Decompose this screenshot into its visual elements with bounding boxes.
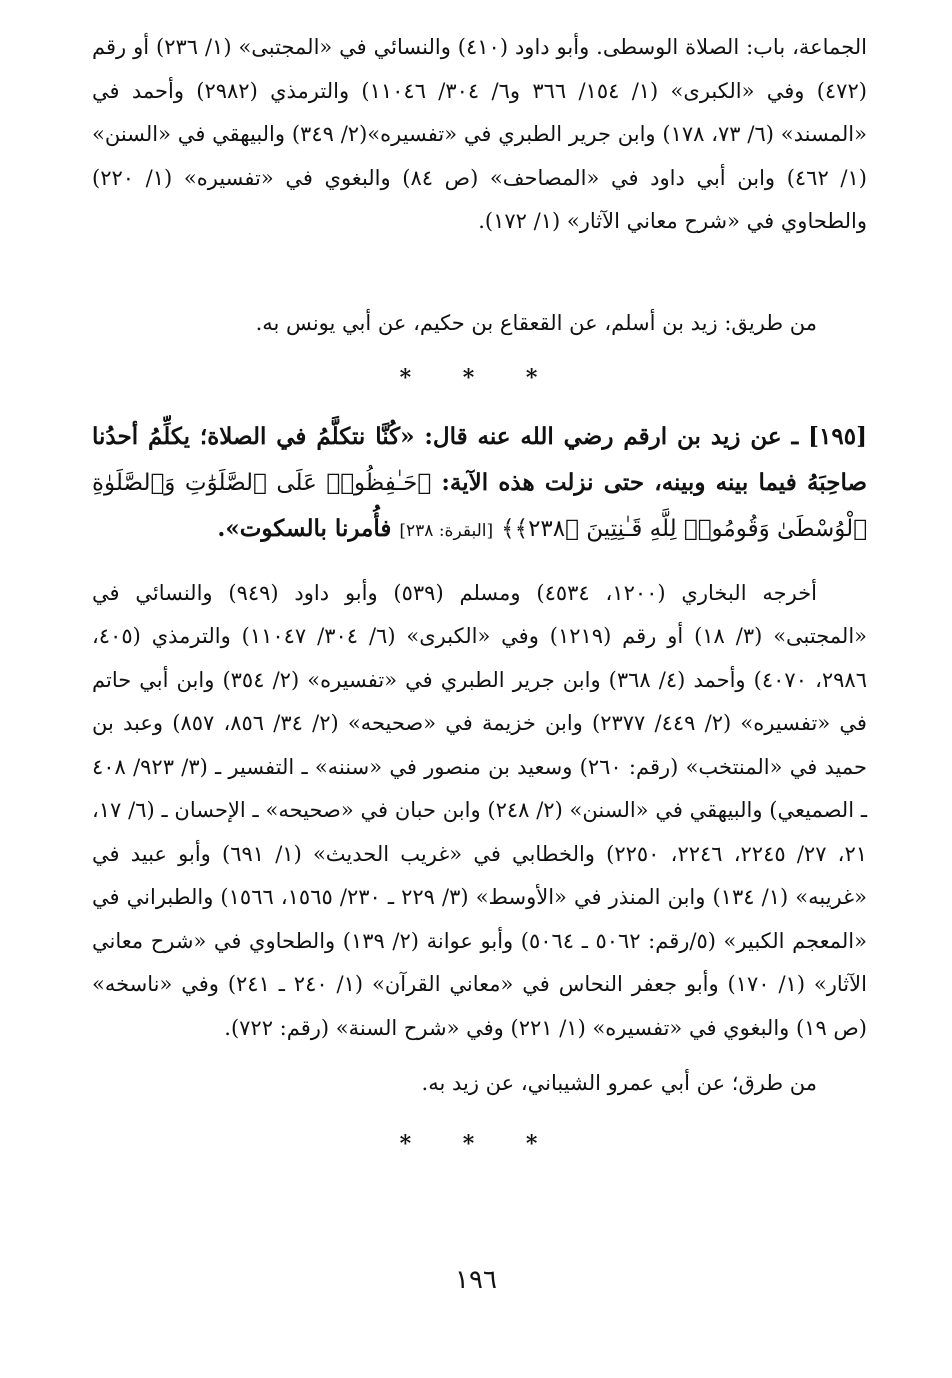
hadith-narration-end: فأُمرنا بالسكوت». xyxy=(217,514,392,542)
takhrij-continuation-paragraph: الجماعة، باب: الصلاة الوسطى. وأبو داود (٤١٠) والنسائي في «المجتبى» (١/ ٢٣٦) أو رقم (٤٧٢) وفي «الكبرى» (١/ ١٥٤/ ٣٦٦ و٦/ ٣٠٤/ ١١٠٤٦) والترمذي (٢٩٨٢) وأحمد في «المسند» (٦/ ٧٣، ١٧٨) وابن جرير الطبري في «تفسيره»(٢/ ٣٤٩) والبيهقي في «السنن» (١/ ٤٦٢) وابن أبي داود في «المصاحف» (ص ٨٤) والبغوي في «تفسيره» (١/ ٢٢٠) والطحاوي في «شرح معاني الآثار» (١/ ١٧٢). xyxy=(92,35,867,233)
isnad-route-1: من طريق: زيد بن أسلم، عن القعقاع بن حكيم، عن أبي يونس به. xyxy=(255,311,817,335)
verse-reference: [البقرة: ٢٣٨] xyxy=(399,520,494,541)
hadith-number: [١٩٥] xyxy=(808,422,867,450)
page-number: ١٩٦ xyxy=(455,1265,497,1295)
page-body xyxy=(92,26,867,1164)
section-separator-2: * * * xyxy=(399,1130,560,1157)
quran-verse: ﴿حَـٰفِظُوا۟ عَلَى ٱلصَّلَوَٰتِ وَٱلصَّلَوٰةِ ٱلْوُسْطَىٰ وَقُومُوا۟ لِلَّهِ قَـٰنِتِينَ ﴿٢٣٨﴾﴾ xyxy=(92,469,867,542)
hadith-195 xyxy=(92,414,867,554)
section-separator-1: * * * xyxy=(399,364,560,391)
hadith-narration-intro: ـ عن زيد بن ارقم رضي الله عنه قال: «كُنَّا نتكلَّمُ في الصلاة؛ يكلِّمُ أحدُنا صاحِبَهُ فيما بينه وبينه، حتى نزلت هذه الآية: xyxy=(92,422,867,496)
takhrij-paragraph: أخرجه البخاري (١٢٠٠، ٤٥٣٤) ومسلم (٥٣٩) وأبو داود (٩٤٩) والنسائي في «المجتبى» (٣/ ١٨) أو رقم (١٢١٩) وفي «الكبرى» (٦/ ٣٠٤/ ١١٠٤٧) والترمذي (٤٠٥، ٢٩٨٦، ٤٠٧٠) وأحمد (٤/ ٣٦٨) وابن جرير الطبري في «تفسيره» (٢/ ٣٥٤) وابن أبي حاتم في «تفسيره» (٢/ ٤٤٩/ ٢٣٧٧) وابن خزيمة في «صحيحه» (٢/ ٣٤/ ٨٥٦، ٨٥٧) وعبد بن حميد في «المنتخب» (رقم: ٢٦٠) وسعيد بن منصور في «سننه» ـ التفسير ـ (٣/ ٩٢٣/ ٤٠٨ ـ الصميعي) والبيهقي في «السنن» (٢/ ٢٤٨) وابن حبان في «صحيحه» ـ الإحسان ـ (٦/ ١٧، ٢١، ٢٧/ ٢٢٤٥، ٢٢٤٦، ٢٢٥٠) والخطابي في «غريب الحديث» (١/ ٦٩١) وأبو عبيد في «غريبه» (١/ ١٣٤) وابن المنذر في «الأوسط» (٣/ ٢٢٩ ـ ٢٣٠/ ١٥٦٥، ١٥٦٦) والطبراني في «المعجم الكبير» (٥/رقم: ٥٠٦٢ ـ ٥٠٦٤) وأبو عوانة (٢/ ١٣٩) والطحاوي في «شرح معاني الآثار» (١/ ١٧٠) وأبو جعفر النحاس في «معاني القرآن» (١/ ٢٤٠ ـ ٢٤١) وفي «ناسخه» (ص ١٩) والبغوي في «تفسيره» (١/ ٢٢١) وفي «شرح السنة» (رقم: ٧٢٢). xyxy=(92,580,868,1040)
isnad-route-2: من طرق؛ عن أبي عمرو الشيباني، عن زيد به. xyxy=(421,1071,817,1095)
